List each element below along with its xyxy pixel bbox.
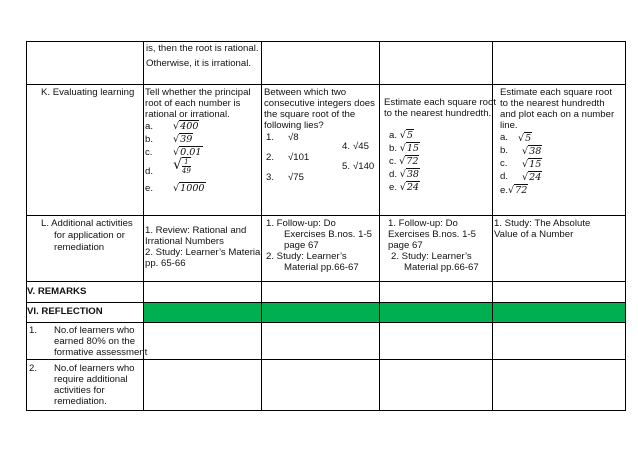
sqrt-icon: √ — [399, 169, 406, 180]
k-col4-item-d: d. √24 — [500, 171, 542, 183]
item-letter: e. — [145, 183, 154, 194]
k-col2-line-1: Between which two — [264, 87, 347, 98]
l-col2-line-4: 2. Study: Learner’s — [266, 251, 347, 262]
k-col3-line-1: Estimate each square root — [384, 97, 496, 108]
k-col4-item-e: e.√72 — [500, 185, 528, 196]
sqrt-icon: √ — [508, 185, 515, 196]
k-col1-item-c — [145, 147, 202, 158]
k-col4-item-c: c. √15 — [500, 158, 542, 170]
l-col3-line-2: Exercises B.nos. 1-5 — [388, 229, 476, 240]
row-2-number: 2. — [29, 363, 38, 374]
k-col4-line-4: line. — [500, 120, 518, 131]
sqrt-icon: √ — [399, 156, 406, 167]
radicand: 400 — [180, 121, 199, 132]
l-col3-line-3: page 67 — [388, 240, 423, 251]
k-col2-item-3: 3. √75 — [266, 172, 304, 183]
k-col4-line-3: and plot each on a number — [500, 109, 615, 120]
k-col1-item-b — [145, 134, 193, 145]
row-l-label-line-3: remediation — [54, 242, 105, 253]
k-col1-item-e — [145, 183, 205, 194]
k-col1-line-2: root of each number is — [145, 98, 241, 109]
radicand: 39 — [180, 134, 193, 145]
reflection-band — [143, 303, 625, 322]
fraction: $\frac{1}{49}$ — [181, 158, 191, 175]
k-col3-item-e: e. √24 — [389, 182, 420, 193]
row-1-line-2: earned 80% on the — [54, 336, 136, 347]
sqrt-icon: √ — [173, 157, 182, 174]
row-1-number: 1. — [29, 325, 38, 336]
k-col4-item-a: a. √5 — [500, 132, 532, 144]
row-1-line-1: No.of learners who — [54, 325, 135, 336]
k-col1-item-a — [145, 121, 199, 132]
row-2-line-3: activities for — [54, 385, 105, 396]
k-col1-line-1: Tell whether the principal — [145, 87, 251, 98]
row-2-line-2: require additional — [54, 374, 128, 385]
item-letter: d. — [145, 166, 154, 177]
radicand: 1000 — [180, 183, 205, 194]
k-col3-item-d: d. √38 — [389, 169, 420, 180]
row-1-line-3: formative assessment — [54, 347, 148, 358]
k-col2-line-2: consecutive integers does — [264, 98, 375, 109]
l-col3-line-4: 2. Study: Learner’s — [391, 251, 472, 262]
row-2-line-1: No.of learners who — [54, 363, 135, 374]
k-col3-item-c: c. √72 — [389, 156, 419, 167]
rational-note-line-2: Otherwise, it is irrational. — [146, 58, 252, 69]
k-col2-line-3: the square root of the — [264, 109, 356, 120]
sqrt-icon: √ — [173, 183, 180, 194]
k-col2-item-2: 2. √101 — [266, 152, 310, 163]
sqrt-icon: √ — [522, 159, 529, 170]
radicand: 0.01 — [180, 147, 202, 158]
row-l-label-line-1: L. Additional activities — [41, 218, 133, 229]
l-col1-line-1: 1. Review: Rational and — [145, 225, 247, 236]
l-col4-line-2: Value of a Number — [494, 229, 574, 240]
row-2-line-4: remediation. — [54, 396, 107, 407]
item-letter: c. — [145, 147, 153, 158]
l-col4-line-1: 1. Study: The Absolute — [494, 218, 591, 229]
sqrt-icon: √ — [173, 147, 180, 158]
sqrt-icon: √ — [518, 133, 525, 144]
l-col3-line-5: Material pp.66-67 — [404, 262, 479, 273]
row-l-label-line-2: for application or — [54, 230, 125, 241]
item-letter: a. — [145, 121, 154, 132]
reflection-heading: VI. REFLECTION — [27, 306, 103, 317]
row-k-label: K. Evaluating learning — [41, 87, 135, 98]
l-col3-line-1: 1. Follow-up: Do — [388, 218, 458, 229]
sqrt-icon: √ — [399, 130, 406, 141]
k-col2-line-4: following lies? — [264, 120, 324, 131]
k-col4-line-1: Estimate each square root — [500, 87, 612, 98]
sqrt-icon: √ — [522, 172, 529, 183]
l-col2-line-3: page 67 — [284, 240, 319, 251]
sqrt-icon: √ — [399, 143, 406, 154]
k-col3-item-b: b. √15 — [389, 143, 420, 154]
k-col3-line-2: to the nearest hundredth. — [384, 108, 492, 119]
sqrt-icon: √ — [173, 134, 180, 145]
remarks-heading: V. REMARKS — [27, 286, 87, 297]
k-col4-line-2: to the nearest hundredth — [500, 98, 605, 109]
l-col1-line-3: 2. Study: Learner’s Material — [145, 247, 263, 258]
l-col2-line-2: Exercises B.nos. 1-5 — [284, 229, 372, 240]
k-col1-line-3: rational or irrational. — [145, 109, 230, 120]
k-col1-item-d — [145, 157, 191, 177]
k-col2-item-1: 1. √8 — [266, 132, 299, 143]
item-letter: b. — [145, 134, 154, 145]
sqrt-icon: √ — [399, 182, 406, 193]
l-col2-line-5: Material pp.66-67 — [284, 262, 359, 273]
rational-note-line-1: is, then the root is rational. — [146, 43, 259, 54]
k-col4-item-b: b. √38 — [500, 145, 542, 157]
l-col1-line-2: Irrational Numbers — [145, 236, 224, 247]
l-col2-line-1: 1. Follow-up: Do — [266, 218, 336, 229]
l-col1-line-4: pp. 65-66 — [145, 258, 186, 269]
k-col3-item-a: a. √5 — [389, 130, 413, 141]
sqrt-icon: √ — [522, 146, 529, 157]
sqrt-icon: √ — [173, 121, 180, 132]
